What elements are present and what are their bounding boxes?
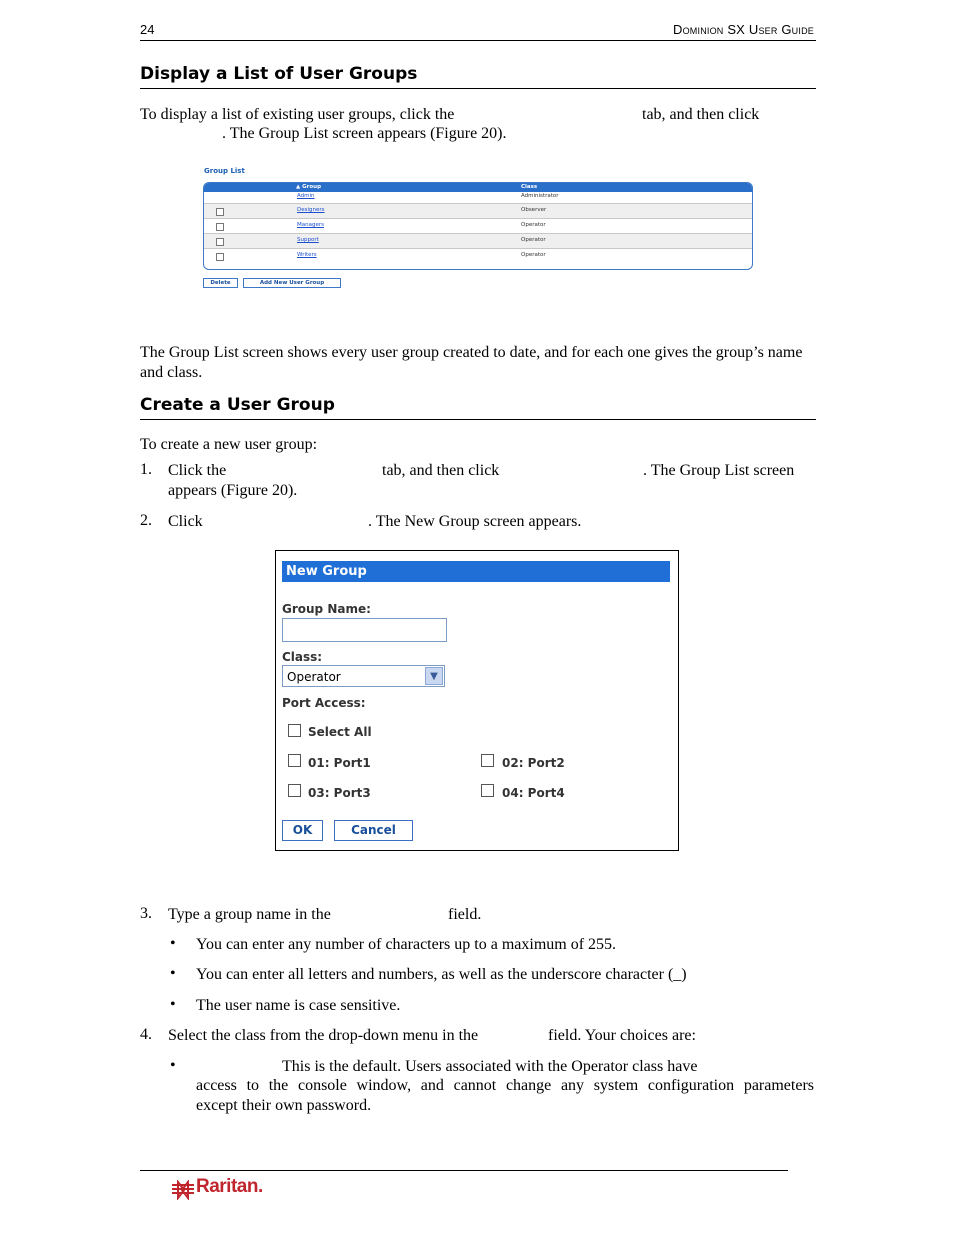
raritan-logo — [172, 1176, 263, 1205]
port2-checkbox[interactable] — [481, 754, 494, 767]
new-group-panel — [275, 550, 679, 851]
list-item: The user name is case sensitive. — [196, 997, 401, 1014]
section-rule — [140, 88, 816, 89]
section-heading-display-groups: Display a List of User Groups — [140, 64, 418, 84]
class-label: Class: — [282, 650, 323, 664]
group-link[interactable]: Designers — [297, 207, 325, 213]
group-class: Administrator — [521, 193, 559, 199]
guide-title: Dominion SX User Guide — [673, 22, 814, 37]
operator-description-1: This is the default. Users associated with the Operator class have — [282, 1058, 698, 1075]
step4-text-b: field. Your choices are: — [548, 1027, 696, 1044]
intro-text-3: . The Group List screen appears (Figure 20). — [222, 125, 507, 142]
port-access-label: Port Access: — [282, 696, 366, 710]
table-row — [204, 219, 752, 234]
group-list-description: The Group List screen shows every user group created to date, and for each one gives the group’s name and class. — [140, 344, 803, 381]
group-link[interactable]: Writers — [297, 252, 317, 258]
step1-text-a: Click the — [168, 462, 227, 479]
row-checkbox[interactable] — [216, 223, 224, 231]
group-class: Operator — [521, 252, 546, 258]
step-number: 4. — [140, 1026, 152, 1043]
cancel-button[interactable]: Cancel — [334, 820, 413, 841]
intro-text-1: To display a list of existing user groups, click the — [140, 106, 455, 123]
select-all-checkbox[interactable] — [288, 724, 301, 737]
step2-text-b: . The New Group screen appears. — [368, 513, 582, 530]
port3-label: 03: Port3 — [308, 786, 371, 800]
port1-label: 01: Port1 — [308, 756, 371, 770]
row-checkbox[interactable] — [216, 208, 224, 216]
footer-rule — [140, 1170, 788, 1171]
list-item: You can enter all letters and numbers, as well as the underscore character (_) — [196, 966, 687, 983]
group-class: Observer — [521, 207, 547, 213]
intro-text-2: tab, and then click — [642, 106, 760, 123]
table-row — [204, 204, 752, 219]
delete-button[interactable]: Delete — [203, 278, 238, 288]
new-group-title: New Group — [282, 561, 670, 582]
logo-text: Raritan. — [196, 1176, 263, 1197]
table-row — [204, 234, 752, 249]
operator-description-2: access to the console window, and cannot change any system configuration parameters — [196, 1077, 814, 1094]
port1-checkbox[interactable] — [288, 754, 301, 767]
col-group-header[interactable]: ▲ Group — [296, 184, 322, 190]
group-name-label: Group Name: — [282, 602, 371, 616]
step4-text-a: Select the class from the drop-down menu in the — [168, 1027, 479, 1044]
group-link[interactable]: Managers — [297, 222, 324, 228]
operator-description-3: except their own password. — [196, 1097, 372, 1114]
group-list-header — [204, 183, 752, 192]
table-row — [204, 249, 752, 263]
list-item: You can enter any number of characters up to a maximum of 255. — [196, 936, 617, 953]
step-number: 1. — [140, 461, 152, 478]
row-checkbox[interactable] — [216, 238, 224, 246]
group-link[interactable]: Admin — [297, 193, 315, 199]
group-list-title: Group List — [204, 167, 245, 175]
col-class-header: Class — [521, 184, 538, 190]
group-name-input[interactable] — [282, 618, 447, 642]
bullet-icon: • — [170, 935, 176, 952]
port4-label: 04: Port4 — [502, 786, 565, 800]
port3-checkbox[interactable] — [288, 784, 301, 797]
step1-text-b: tab, and then click — [382, 462, 500, 479]
bullet-icon: • — [170, 965, 176, 982]
header-rule — [140, 40, 816, 41]
step-number: 2. — [140, 512, 152, 529]
step3-text-a: Type a group name in the — [168, 906, 331, 923]
port2-label: 02: Port2 — [502, 756, 565, 770]
raritan-mark-icon — [172, 1180, 196, 1200]
class-select-value: Operator — [287, 670, 341, 684]
section-rule — [140, 419, 816, 420]
bullet-icon: • — [170, 996, 176, 1013]
create-intro: To create a new user group: — [140, 436, 318, 453]
row-checkbox[interactable] — [216, 253, 224, 261]
group-list-table — [203, 182, 753, 270]
step1-text-c: . The Group List screen — [643, 462, 795, 479]
group-class: Operator — [521, 237, 546, 243]
table-row — [204, 192, 752, 204]
ok-button[interactable]: OK — [282, 820, 323, 841]
section-heading-create-group: Create a User Group — [140, 395, 335, 415]
bullet-icon: • — [170, 1057, 176, 1074]
add-new-user-group-button[interactable]: Add New User Group — [243, 278, 341, 288]
step3-text-b: field. — [448, 906, 482, 923]
group-link[interactable]: Support — [297, 237, 319, 243]
step1-text-d: appears (Figure 20). — [168, 482, 298, 499]
port4-checkbox[interactable] — [481, 784, 494, 797]
group-class: Operator — [521, 222, 546, 228]
chevron-down-icon[interactable]: ▼ — [425, 667, 443, 685]
select-all-label: Select All — [308, 725, 372, 739]
step2-text-a: Click — [168, 513, 203, 530]
step-number: 3. — [140, 905, 152, 922]
page-number: 24 — [140, 22, 155, 37]
class-select[interactable] — [282, 665, 445, 687]
